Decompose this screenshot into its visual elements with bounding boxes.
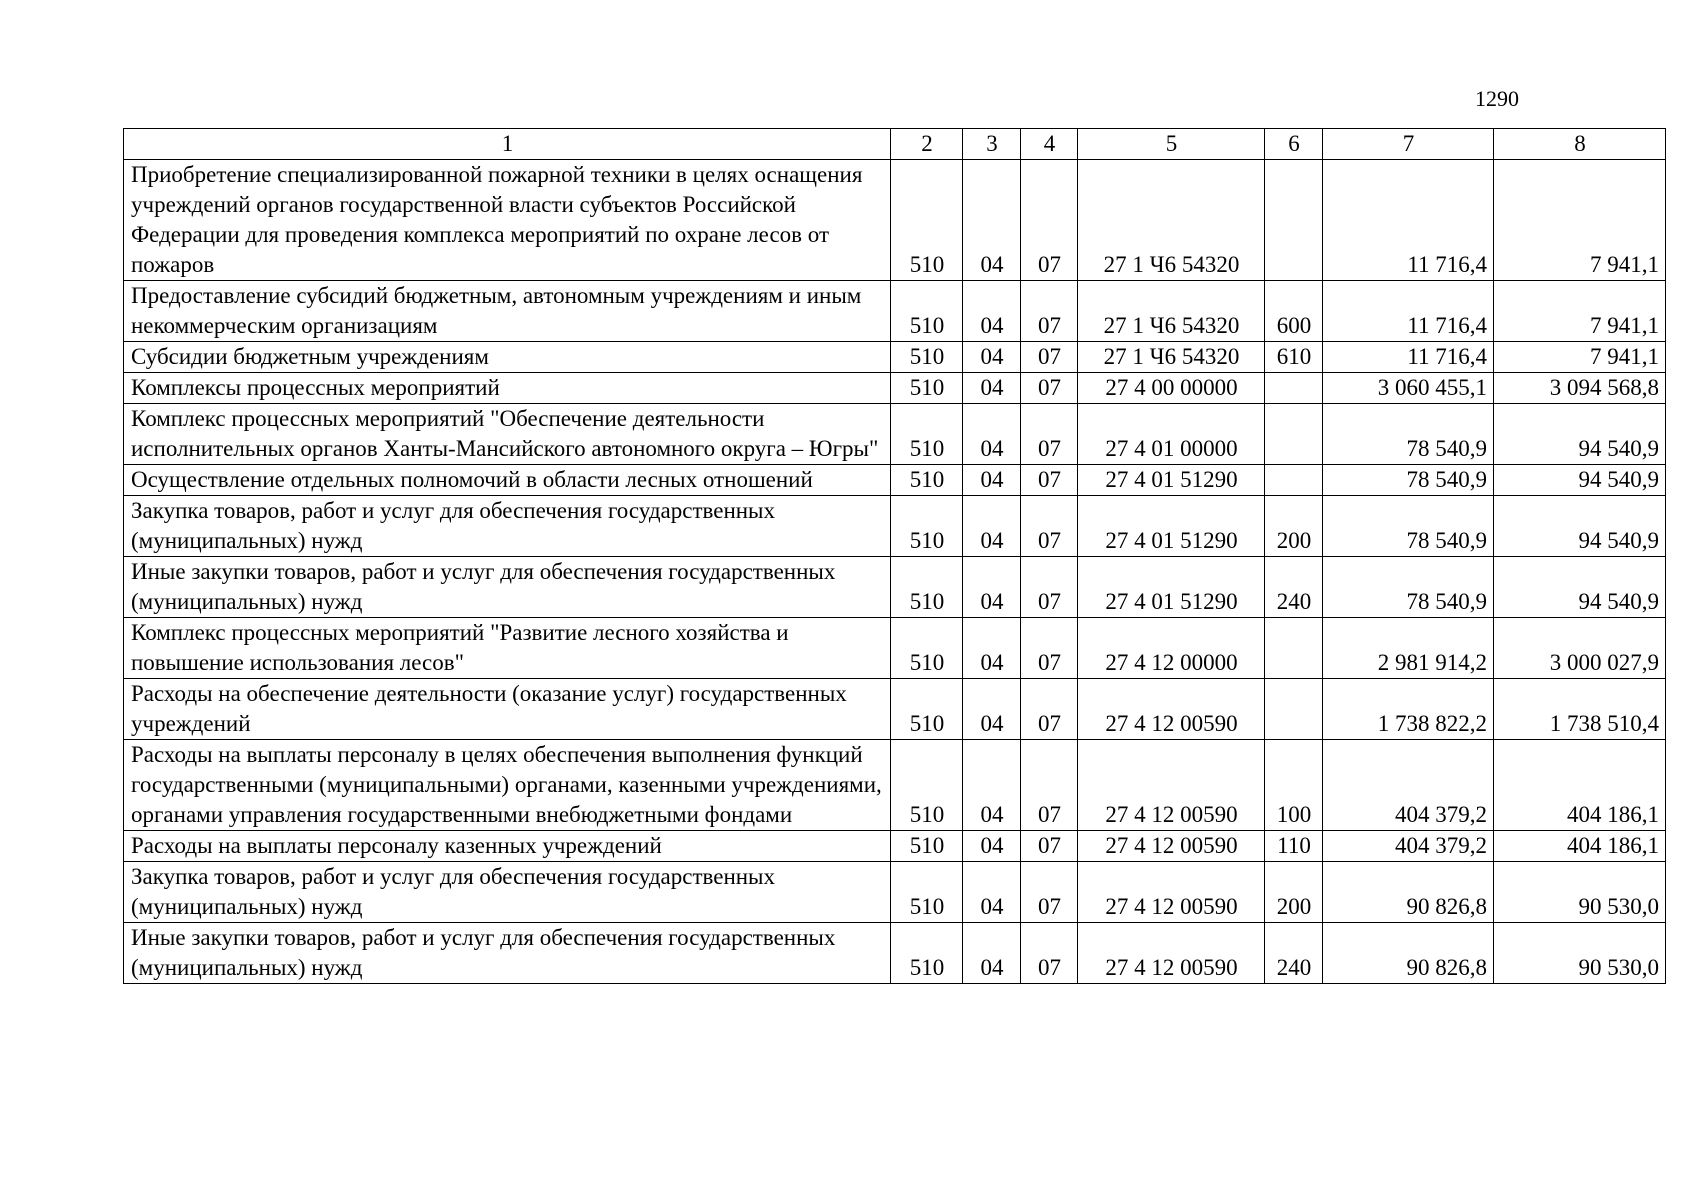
column-header: 3 bbox=[963, 129, 1021, 160]
table-row bbox=[124, 465, 1666, 496]
cell-code-admin: 510 bbox=[891, 923, 963, 984]
table-row bbox=[124, 740, 1666, 831]
page-number: 1290 bbox=[1475, 86, 1519, 111]
cell-subsection: 07 bbox=[1021, 160, 1078, 281]
cell-amount-year-1: 11 716,4 bbox=[1323, 160, 1494, 281]
cell-code-admin: 510 bbox=[891, 831, 963, 862]
cell-amount-year-2: 3 094 568,8 bbox=[1494, 373, 1666, 404]
cell-section: 04 bbox=[963, 342, 1021, 373]
column-header: 8 bbox=[1494, 129, 1666, 160]
cell-code-admin: 510 bbox=[891, 496, 963, 557]
cell-amount-year-1: 11 716,4 bbox=[1323, 281, 1494, 342]
cell-expense-type: 200 bbox=[1265, 862, 1323, 923]
row-name: Предоставление субсидий бюджетным, автономным учреждениям и иным некоммерческим организациям bbox=[124, 281, 891, 342]
cell-subsection: 07 bbox=[1021, 923, 1078, 984]
cell-target-article: 27 4 12 00590 bbox=[1078, 740, 1265, 831]
cell-amount-year-2: 94 540,9 bbox=[1494, 557, 1666, 618]
table-row bbox=[124, 342, 1666, 373]
column-header: 4 bbox=[1021, 129, 1078, 160]
cell-section: 04 bbox=[963, 923, 1021, 984]
cell-section: 04 bbox=[963, 679, 1021, 740]
table-row bbox=[124, 496, 1666, 557]
row-name: Комплекс процессных мероприятий "Развитие лесного хозяйства и повышение использования лесов" bbox=[124, 618, 891, 679]
cell-amount-year-1: 90 826,8 bbox=[1323, 923, 1494, 984]
cell-amount-year-2: 404 186,1 bbox=[1494, 740, 1666, 831]
cell-target-article: 27 4 12 00000 bbox=[1078, 618, 1265, 679]
cell-section: 04 bbox=[963, 618, 1021, 679]
cell-subsection: 07 bbox=[1021, 404, 1078, 465]
column-header: 5 bbox=[1078, 129, 1265, 160]
cell-code-admin: 510 bbox=[891, 160, 963, 281]
cell-expense-type bbox=[1265, 404, 1323, 465]
cell-code-admin: 510 bbox=[891, 557, 963, 618]
cell-target-article: 27 4 01 51290 bbox=[1078, 557, 1265, 618]
cell-expense-type: 100 bbox=[1265, 740, 1323, 831]
table-row bbox=[124, 557, 1666, 618]
row-name: Иные закупки товаров, работ и услуг для обеспечения государственных (муниципальных) нужд bbox=[124, 923, 891, 984]
cell-section: 04 bbox=[963, 465, 1021, 496]
row-name: Расходы на выплаты персоналу в целях обеспечения выполнения функций государственными (муниципальными) органами, казенными учреждениями, органами управления государственными внебюджетными фондами bbox=[124, 740, 891, 831]
row-name: Комплекс процессных мероприятий "Обеспечение деятельности исполнительных органов Ханты-Мансийского автономного округа – Югры" bbox=[124, 404, 891, 465]
table-row bbox=[124, 618, 1666, 679]
cell-amount-year-1: 78 540,9 bbox=[1323, 404, 1494, 465]
cell-target-article: 27 1 Ч6 54320 bbox=[1078, 342, 1265, 373]
table-row bbox=[124, 160, 1666, 281]
cell-expense-type: 240 bbox=[1265, 557, 1323, 618]
cell-amount-year-1: 3 060 455,1 bbox=[1323, 373, 1494, 404]
cell-expense-type bbox=[1265, 160, 1323, 281]
cell-amount-year-2: 94 540,9 bbox=[1494, 404, 1666, 465]
table-row bbox=[124, 923, 1666, 984]
table-row bbox=[124, 679, 1666, 740]
cell-amount-year-2: 90 530,0 bbox=[1494, 862, 1666, 923]
cell-expense-type: 600 bbox=[1265, 281, 1323, 342]
cell-target-article: 27 4 01 51290 bbox=[1078, 496, 1265, 557]
column-header: 7 bbox=[1323, 129, 1494, 160]
cell-section: 04 bbox=[963, 831, 1021, 862]
cell-expense-type bbox=[1265, 679, 1323, 740]
cell-code-admin: 510 bbox=[891, 342, 963, 373]
cell-target-article: 27 1 Ч6 54320 bbox=[1078, 281, 1265, 342]
cell-expense-type bbox=[1265, 373, 1323, 404]
cell-subsection: 07 bbox=[1021, 373, 1078, 404]
cell-expense-type: 610 bbox=[1265, 342, 1323, 373]
cell-subsection: 07 bbox=[1021, 679, 1078, 740]
cell-code-admin: 510 bbox=[891, 281, 963, 342]
table-row bbox=[124, 281, 1666, 342]
cell-amount-year-2: 90 530,0 bbox=[1494, 923, 1666, 984]
cell-code-admin: 510 bbox=[891, 618, 963, 679]
cell-expense-type: 240 bbox=[1265, 923, 1323, 984]
budget-table bbox=[123, 128, 1666, 984]
cell-amount-year-1: 404 379,2 bbox=[1323, 740, 1494, 831]
row-name: Иные закупки товаров, работ и услуг для обеспечения государственных (муниципальных) нужд bbox=[124, 557, 891, 618]
cell-target-article: 27 4 01 51290 bbox=[1078, 465, 1265, 496]
row-name: Расходы на выплаты персоналу казенных учреждений bbox=[124, 831, 891, 862]
table-row bbox=[124, 831, 1666, 862]
cell-target-article: 27 4 12 00590 bbox=[1078, 831, 1265, 862]
cell-section: 04 bbox=[963, 496, 1021, 557]
cell-amount-year-1: 2 981 914,2 bbox=[1323, 618, 1494, 679]
cell-section: 04 bbox=[963, 281, 1021, 342]
cell-amount-year-1: 90 826,8 bbox=[1323, 862, 1494, 923]
cell-amount-year-2: 94 540,9 bbox=[1494, 465, 1666, 496]
cell-section: 04 bbox=[963, 740, 1021, 831]
cell-target-article: 27 1 Ч6 54320 bbox=[1078, 160, 1265, 281]
cell-subsection: 07 bbox=[1021, 465, 1078, 496]
cell-subsection: 07 bbox=[1021, 496, 1078, 557]
cell-amount-year-2: 3 000 027,9 bbox=[1494, 618, 1666, 679]
table-row bbox=[124, 862, 1666, 923]
cell-amount-year-2: 7 941,1 bbox=[1494, 281, 1666, 342]
cell-section: 04 bbox=[963, 557, 1021, 618]
cell-target-article: 27 4 12 00590 bbox=[1078, 862, 1265, 923]
column-header: 2 bbox=[891, 129, 963, 160]
cell-subsection: 07 bbox=[1021, 342, 1078, 373]
row-name: Приобретение специализированной пожарной техники в целях оснащения учреждений органов государственной власти субъектов Российской Федерации для проведения комплекса мероприятий по охране лесов от пожаров bbox=[124, 160, 891, 281]
cell-subsection: 07 bbox=[1021, 557, 1078, 618]
cell-amount-year-1: 1 738 822,2 bbox=[1323, 679, 1494, 740]
cell-expense-type: 200 bbox=[1265, 496, 1323, 557]
row-name: Закупка товаров, работ и услуг для обеспечения государственных (муниципальных) нужд bbox=[124, 496, 891, 557]
table-row bbox=[124, 404, 1666, 465]
cell-amount-year-1: 78 540,9 bbox=[1323, 465, 1494, 496]
row-name: Закупка товаров, работ и услуг для обеспечения государственных (муниципальных) нужд bbox=[124, 862, 891, 923]
cell-amount-year-1: 404 379,2 bbox=[1323, 831, 1494, 862]
cell-code-admin: 510 bbox=[891, 740, 963, 831]
cell-target-article: 27 4 00 00000 bbox=[1078, 373, 1265, 404]
cell-amount-year-2: 94 540,9 bbox=[1494, 496, 1666, 557]
row-name: Субсидии бюджетным учреждениям bbox=[124, 342, 891, 373]
cell-code-admin: 510 bbox=[891, 679, 963, 740]
row-name: Комплексы процессных мероприятий bbox=[124, 373, 891, 404]
cell-expense-type bbox=[1265, 618, 1323, 679]
cell-amount-year-1: 78 540,9 bbox=[1323, 557, 1494, 618]
cell-section: 04 bbox=[963, 373, 1021, 404]
cell-subsection: 07 bbox=[1021, 281, 1078, 342]
cell-expense-type bbox=[1265, 465, 1323, 496]
cell-code-admin: 510 bbox=[891, 404, 963, 465]
cell-amount-year-2: 7 941,1 bbox=[1494, 160, 1666, 281]
row-name: Осуществление отдельных полномочий в области лесных отношений bbox=[124, 465, 891, 496]
row-name: Расходы на обеспечение деятельности (оказание услуг) государственных учреждений bbox=[124, 679, 891, 740]
cell-section: 04 bbox=[963, 404, 1021, 465]
cell-section: 04 bbox=[963, 160, 1021, 281]
cell-target-article: 27 4 12 00590 bbox=[1078, 923, 1265, 984]
cell-code-admin: 510 bbox=[891, 373, 963, 404]
cell-expense-type: 110 bbox=[1265, 831, 1323, 862]
cell-target-article: 27 4 12 00590 bbox=[1078, 679, 1265, 740]
cell-amount-year-1: 78 540,9 bbox=[1323, 496, 1494, 557]
cell-amount-year-2: 7 941,1 bbox=[1494, 342, 1666, 373]
cell-amount-year-1: 11 716,4 bbox=[1323, 342, 1494, 373]
cell-subsection: 07 bbox=[1021, 862, 1078, 923]
table-row bbox=[124, 373, 1666, 404]
cell-code-admin: 510 bbox=[891, 862, 963, 923]
column-header: 1 bbox=[124, 129, 891, 160]
cell-target-article: 27 4 01 00000 bbox=[1078, 404, 1265, 465]
column-header: 6 bbox=[1265, 129, 1323, 160]
cell-subsection: 07 bbox=[1021, 618, 1078, 679]
cell-section: 04 bbox=[963, 862, 1021, 923]
table-header-row bbox=[124, 129, 1666, 160]
cell-subsection: 07 bbox=[1021, 740, 1078, 831]
cell-subsection: 07 bbox=[1021, 831, 1078, 862]
cell-code-admin: 510 bbox=[891, 465, 963, 496]
cell-amount-year-2: 404 186,1 bbox=[1494, 831, 1666, 862]
cell-amount-year-2: 1 738 510,4 bbox=[1494, 679, 1666, 740]
